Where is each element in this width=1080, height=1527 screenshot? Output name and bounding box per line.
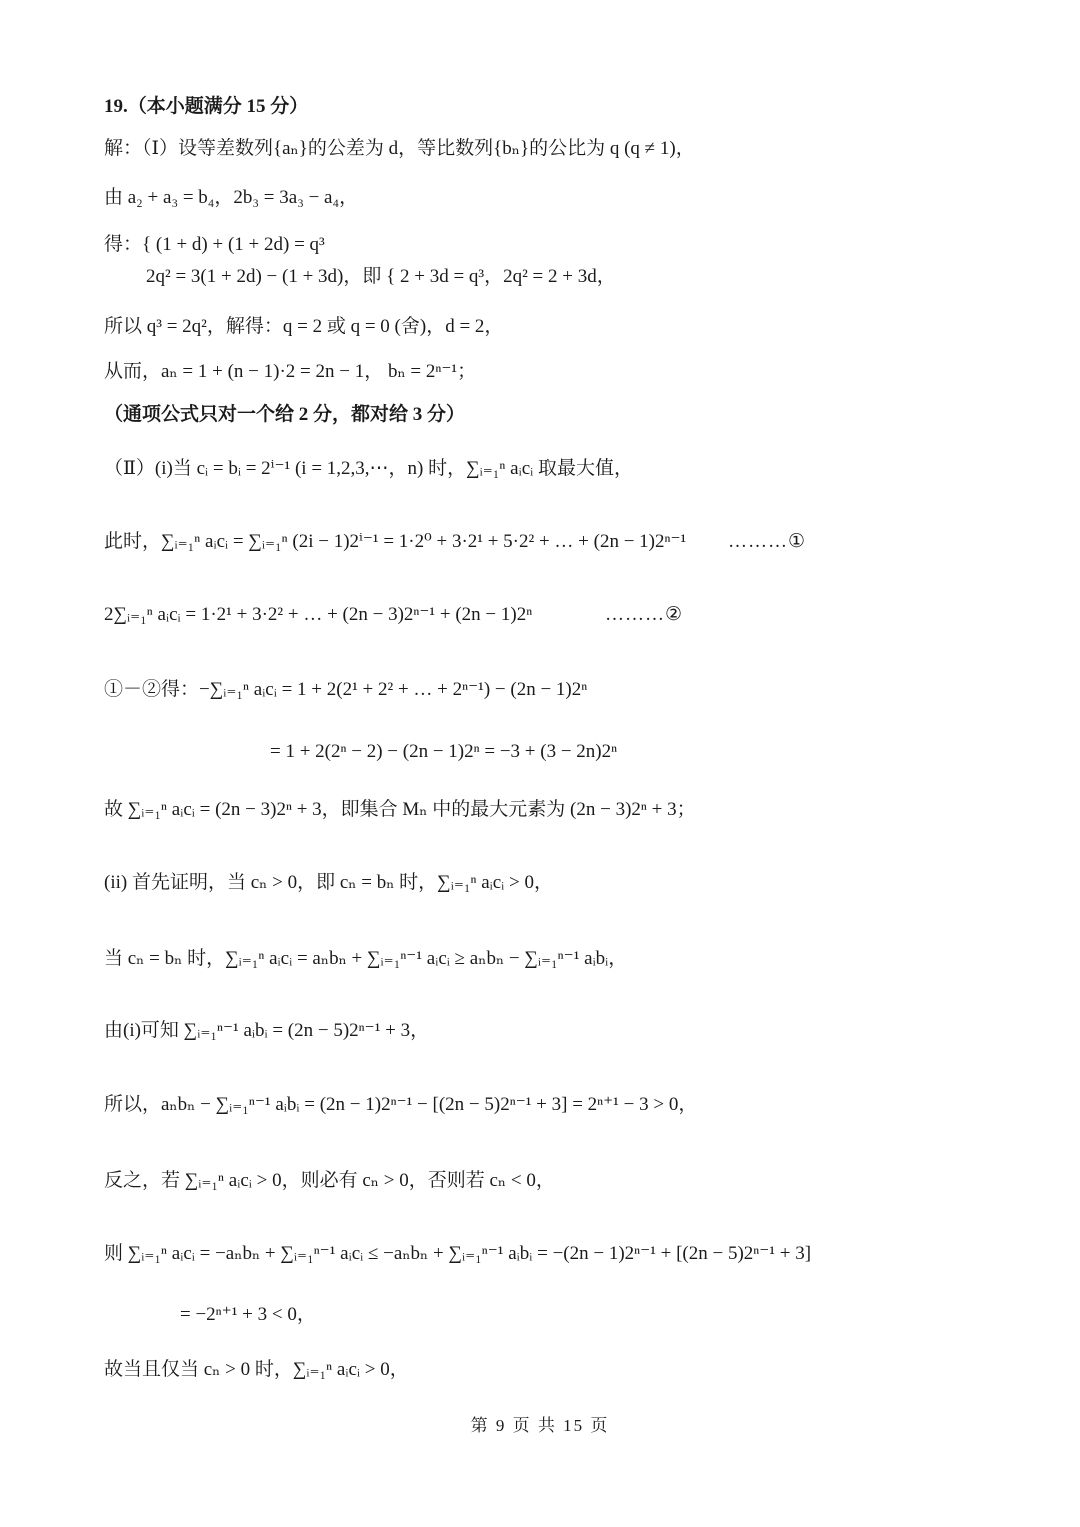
solution-part2-line8: 当 cₙ = bₙ 时，∑ᵢ₌₁ⁿ aᵢcᵢ = aₙbₙ + ∑ᵢ₌₁ⁿ⁻¹ aᵢcᵢ ≥ aₙbₙ − ∑ᵢ₌₁ⁿ⁻¹ aᵢbᵢ， (104, 948, 628, 969)
solution-part2-line6: 故 ∑ᵢ₌₁ⁿ aᵢcᵢ = (2n − 3)2ⁿ + 3，即集合 Mₙ 中的最大元素为 (2n − 3)2ⁿ + 3； (104, 799, 696, 820)
solution-part2-line9: 由(i)可知 ∑ᵢ₌₁ⁿ⁻¹ aᵢbᵢ = (2n − 5)2ⁿ⁻¹ + 3， (104, 1020, 430, 1041)
solution-part2-line14: 故当且仅当 cₙ > 0 时，∑ᵢ₌₁ⁿ aᵢcᵢ > 0， (104, 1359, 409, 1380)
solution-part2-line10: 所以，aₙbₙ − ∑ᵢ₌₁ⁿ⁻¹ aᵢbᵢ = (2n − 1)2ⁿ⁻¹ − [(2n − 5)2ⁿ⁻¹ + 3] = 2ⁿ⁺¹ − 3 > 0， (104, 1094, 698, 1115)
solution-part1-line5: 从而，aₙ = 1 + (n − 1)·2 = 2n − 1， bₙ = 2ⁿ⁻¹； (104, 361, 477, 382)
page-footer: 第 9 页 共 15 页 (470, 1416, 610, 1435)
solution-part2-line1: （Ⅱ）(i)当 cᵢ = bᵢ = 2ⁱ⁻¹ (i = 1,2,3,⋯，n) 时，∑ᵢ₌₁ⁿ aᵢcᵢ 取最大值， (104, 458, 633, 479)
equation-tag-1: ………① (728, 531, 807, 552)
solution-part2-line11: 反之，若 ∑ᵢ₌₁ⁿ aᵢcᵢ > 0，则必有 cₙ > 0，否则若 cₙ < 0， (104, 1170, 555, 1191)
solution-part2-line2: 此时，∑ᵢ₌₁ⁿ aᵢcᵢ = ∑ᵢ₌₁ⁿ (2i − 1)2ⁱ⁻¹ = 1·2⁰ + 3·2¹ + 5·2² + … + (2n − 1)2ⁿ⁻¹ (104, 531, 687, 552)
solution-part2-line3: 2∑ᵢ₌₁ⁿ aᵢcᵢ = 1·2¹ + 3·2² + … + (2n − 3)2ⁿ⁻¹ + (2n − 1)2ⁿ (104, 604, 533, 625)
solution-system-line-a: 得：{ (1 + d) + (1 + 2d) = q³ (104, 234, 325, 255)
solution-part2-line5: = 1 + 2(2ⁿ − 2) − (2n − 1)2ⁿ = −3 + (3 − 2n)2ⁿ (270, 741, 618, 762)
equation-tag-2: ………② (605, 604, 684, 625)
problem-title: 19.（本小题满分 15 分） (104, 96, 309, 117)
solution-part1-line4: 所以 q³ = 2q²，解得：q = 2 或 q = 0 (舍)，d = 2， (104, 316, 504, 337)
solution-system-line-b: 2q² = 3(1 + 2d) − (1 + 3d)，即 { 2 + 3d = q³，2q² = 2 + 3d， (146, 266, 616, 287)
scoring-note: （通项公式只对一个给 2 分，都对给 3 分） (104, 404, 466, 425)
solution-part2-line7: (ii) 首先证明，当 cₙ > 0，即 cₙ = bₙ 时，∑ᵢ₌₁ⁿ aᵢcᵢ > 0， (104, 872, 554, 893)
solution-part1-line2: 由 a₂ + a₃ = b₄，2b₃ = 3a₃ − a₄， (104, 187, 359, 208)
solution-part1-line1: 解：（Ⅰ）设等差数列{aₙ}的公差为 d，等比数列{bₙ}的公比为 q (q ≠ 1)， (104, 138, 695, 159)
solution-part2-line12: 则 ∑ᵢ₌₁ⁿ aᵢcᵢ = −aₙbₙ + ∑ᵢ₌₁ⁿ⁻¹ aᵢcᵢ ≤ −aₙbₙ + ∑ᵢ₌₁ⁿ⁻¹ aᵢbᵢ = −(2n − 1)2ⁿ⁻¹ + [(2n − 5)2ⁿ⁻¹ + 3] (104, 1243, 812, 1264)
solution-part2-line13: = −2ⁿ⁺¹ + 3 < 0， (180, 1304, 316, 1325)
solution-part2-line4: ①－②得：−∑ᵢ₌₁ⁿ aᵢcᵢ = 1 + 2(2¹ + 2² + … + 2ⁿ⁻¹) − (2n − 1)2ⁿ (104, 679, 588, 700)
